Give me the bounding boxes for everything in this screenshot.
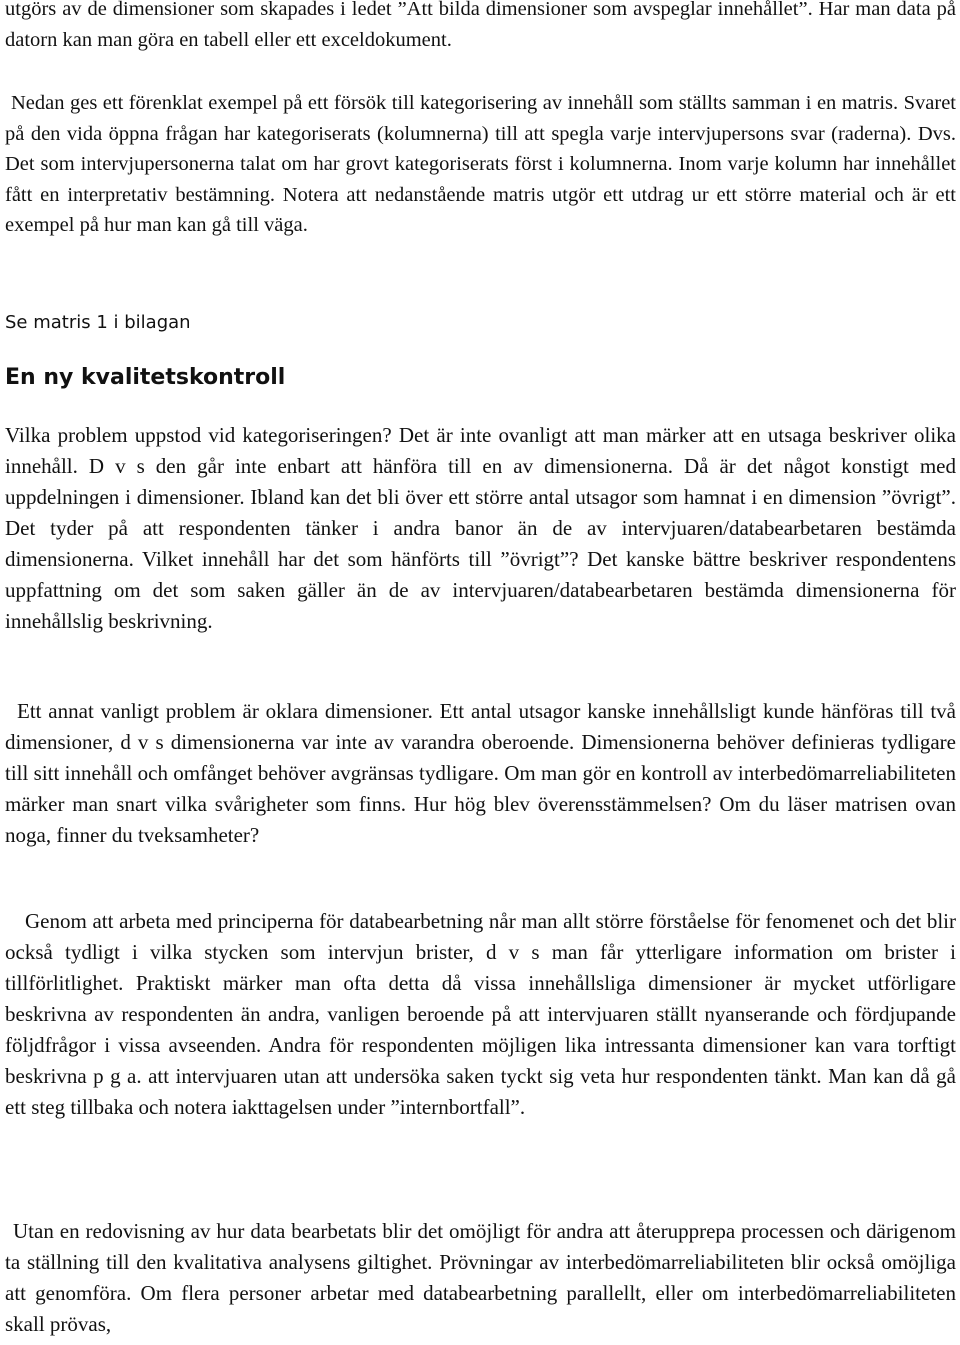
paragraph-documentation: Utan en redovisning av hur data bearbetats blir det omöjligt för andra att återupprepa processen och därigenom ta ställning till den kvalitativa analysens giltighet. Prövningar av interbedömarreliabiliteten blir också omöjliga att genomföra. Om flera personer arbetar med databearbetning parallellt, eller om interbedömarreliabiliteten skall prövas, [5, 1219, 956, 1336]
paragraph-problems: Vilka problem uppstod vid kategoriseringen? Det är inte ovanligt att man märker att en utsaga beskriver olika innehåll. D v s den går inte enbart att hänföra till en av dimensionerna. Då är det något konstigt med uppdelningen i dimensioner. Ibland kan det bli över ett större antal utsagor som hamnat i en dimension ”övrigt”. Det tyder på att respondenten tänker i andra banor än de av intervjuaren/databearbetaren bestämda dimensionerna. Vilket innehåll har det som hänförts till ”övrigt”? Det kanske bättre beskriver respondentens uppfattning om det som saken gäller än de av intervjuaren/databearbetaren bestämda dimensionerna för innehållslig beskrivning. [5, 423, 956, 633]
matrix-reference: Se matris 1 i bilagan [5, 312, 191, 333]
paragraph-matrix-example: Nedan ges ett förenklat exempel på ett försök till kategorisering av innehåll som ställts samman i en matris. Svaret på den vida öppna frågan har kategoriserats (kolumnerna) till att spegla varje intervjupersons svar (raderna). Dvs. Det som intervjupersonerna talat om har grovt kategoriserats först i kolumnerna. Inom varje kolumn har innehållet fått en interpretativ bestämning. Notera att nedanstående matris utgör ett utdrag ur ett större material och är ett exempel på hur man kan gå till väga. [5, 92, 956, 236]
paragraph-intro-continued: utgörs av de dimensioner som skapades i ledet ”Att bilda dimensioner som avspeglar innehållet”. Har man data på datorn kan man göra en tabell eller ett exceldokument. [5, 0, 956, 51]
paragraph-unclear-dimensions: Ett annat vanligt problem är oklara dimensioner. Ett antal utsagor kanske innehållsligt kunde hänföras till två dimensioner, d v s dimensionerna var inte av varandra oberoende. Dimensionerna behöver definieras tydligare till sitt innehåll och omfånget behöver avgränsas tydligare. Om man gör en kontroll av interbedömarreliabiliteten märker man snart vilka svårigheter som finns. Hur hög blev överensstämmelsen? Om du läser matrisen ovan noga, finner du tveksamheter? [5, 699, 956, 847]
section-heading: En ny kvalitetskontroll [5, 365, 286, 390]
paragraph-principles: Genom att arbeta med principerna för databearbetning når man allt större förståelse för fenomenet och det blir också tydligt i vilka stycken som intervjun brister, d v s man får ytterligare information om brister i tillförlitlighet. Praktiskt märker man ofta detta då vissa innehållsliga dimensioner är mycket utförligare beskrivna av respondenten än andra, vanligen beroende på att intervjuaren ställt nyanserande och fördjupande följdfrågor i vissa avseenden. Andra för respondenten möjligen lika intressanta dimensioner kan vara torftigt beskrivna p g a. att intervjuaren utan att undersöka saken tyckt sig veta hur respondenten tänkt. Man kan då gå ett steg tillbaka och notera iakttagelsen under ”internbortfall”. [5, 909, 956, 1119]
